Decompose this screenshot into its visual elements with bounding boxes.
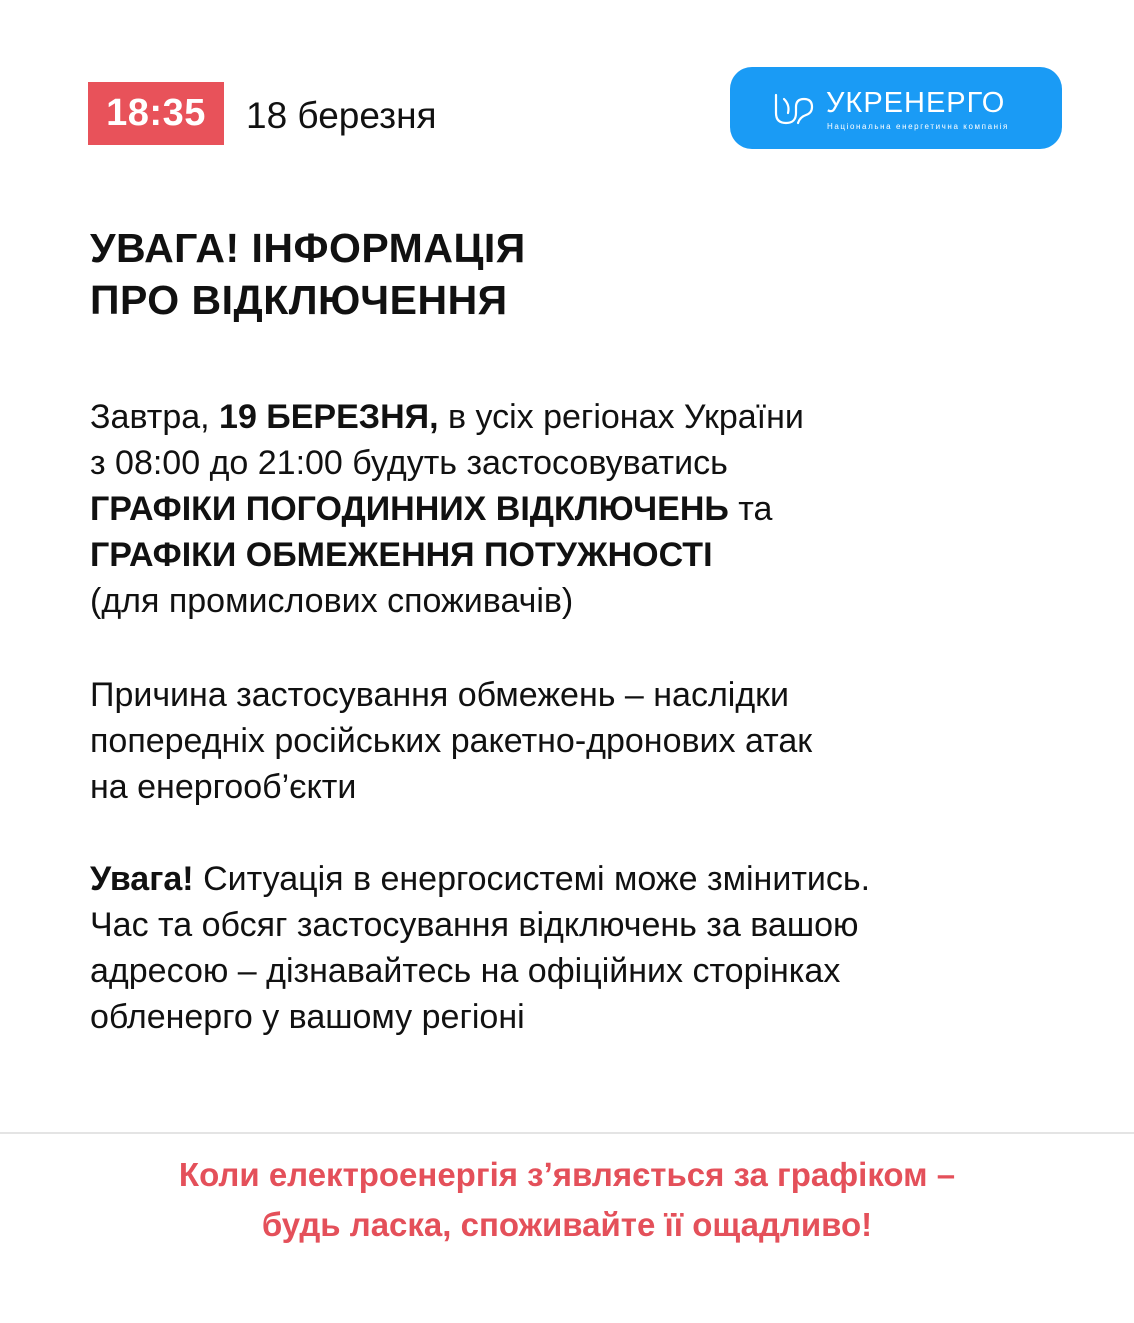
reason-paragraph [90, 672, 812, 810]
warning-line-4: обленерго у вашому регіоні [90, 998, 525, 1036]
time-badge: 18:35 [88, 82, 224, 145]
schedule-highlight: ГРАФІКИ ПОГОДИННИХ ВІДКЛЮЧЕНЬ [90, 490, 729, 528]
ukrenergo-logo-icon [772, 89, 820, 129]
reason-line-2: попередніх російських ракетно-дронових атак [90, 722, 813, 760]
footer-line-2: будь ласка, споживайте її ощадливо! [261, 1206, 873, 1243]
reason-line-1: Причина застосування обмежень – наслідки [90, 676, 790, 714]
warning-line-3: адресою – дізнавайтесь на офіційних сторінках [90, 952, 841, 990]
footer-message [0, 1150, 1134, 1250]
reason-line-3: на енергооб’єкти [90, 768, 357, 806]
warning-paragraph [90, 856, 870, 1040]
warning-line-2: Час та обсяг застосування відключень за вашою [90, 906, 859, 944]
announcement-paragraph [90, 394, 804, 624]
footer-line-1: Коли електроенергія зʼявляється за графіком – [178, 1156, 956, 1193]
announcement-line-5: (для промислових споживачів) [90, 582, 574, 620]
announcement-line-1 [90, 394, 804, 440]
date-highlight: 19 БЕРЕЗНЯ, [219, 398, 439, 436]
logo-tagline: Національна енергетична компанія [827, 122, 1009, 131]
date-label: 18 березня [246, 95, 437, 136]
announcement-line-4 [90, 532, 804, 578]
text-span: в усіх регіонах України [438, 398, 804, 436]
text-span: Ситуація в енергосистемі може змінитись. [193, 860, 871, 898]
warning-line-1 [90, 856, 870, 902]
divider [0, 1132, 1134, 1134]
title-line-2: ПРО ВІДКЛЮЧЕННЯ [90, 277, 508, 323]
logo-name: УКРЕНЕРГО [826, 87, 1006, 119]
warning-highlight: Увага! [90, 860, 194, 898]
ukrenergo-logo [730, 67, 1062, 149]
text-span: та [728, 490, 773, 528]
schedule-highlight: ГРАФІКИ ОБМЕЖЕННЯ ПОТУЖНОСТІ [90, 536, 713, 574]
title-line-1: УВАГА! ІНФОРМАЦІЯ [90, 225, 526, 271]
announcement-line-2: з 08:00 до 21:00 будуть застосовуватись [90, 444, 728, 482]
page-title [90, 222, 526, 326]
announcement-line-3 [90, 486, 804, 532]
text-span: Завтра, [90, 398, 220, 436]
